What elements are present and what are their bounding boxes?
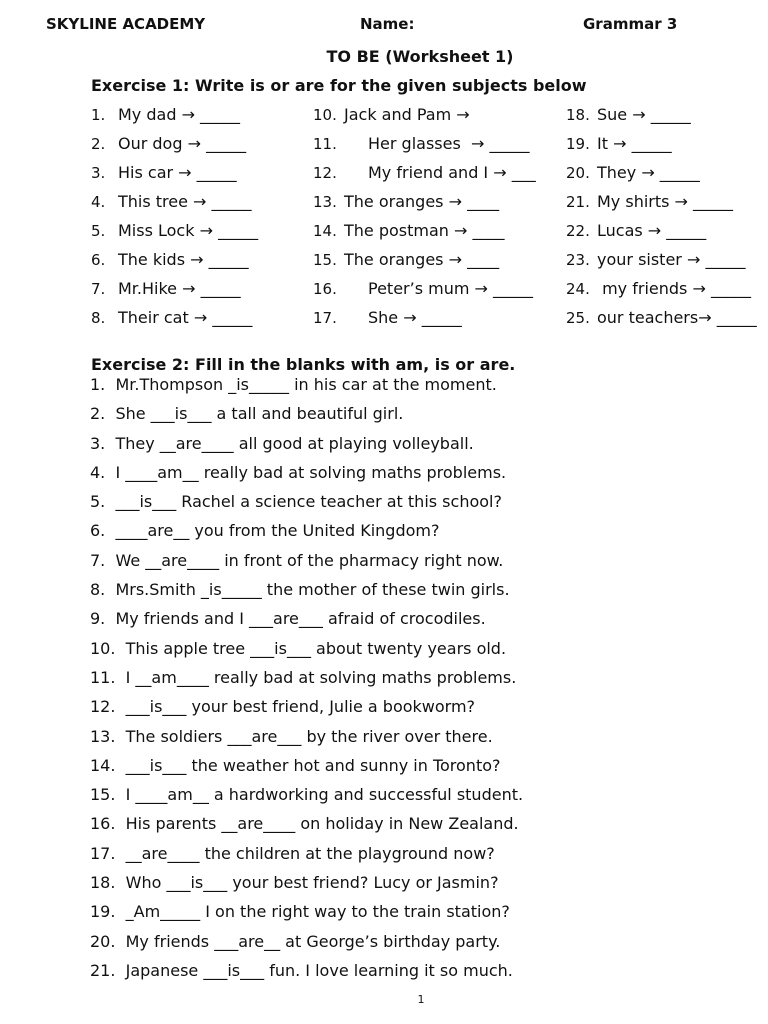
item-text: The oranges → ____ xyxy=(344,192,500,211)
page-number: 1 xyxy=(417,993,425,1006)
exercise-1-column-3 xyxy=(566,104,757,336)
item-number: 8. xyxy=(91,309,106,327)
exercise-2-item: 6. ____are__ you from the United Kingdom? xyxy=(90,521,440,541)
item-number: 15. xyxy=(313,251,337,269)
item-number: 19. xyxy=(566,135,590,153)
exercise-2-item: 3. They __are____ all good at playing volleyball. xyxy=(90,433,474,453)
exercise-2-item: 14. ___is___ the weather hot and sunny in Toronto? xyxy=(90,755,501,775)
item-text: Peter’s mum → _____ xyxy=(368,279,534,298)
exercise-2-item: 21. Japanese ___is___ fun. I love learning it so much. xyxy=(90,960,513,980)
item-number: 24. xyxy=(566,280,590,298)
exercise-1-item xyxy=(313,162,536,191)
item-text: our teachers→ _____ xyxy=(597,308,757,327)
header xyxy=(0,15,768,35)
exercise-1-item xyxy=(313,307,536,336)
item-text: His car → _____ xyxy=(118,163,237,182)
item-text: She → _____ xyxy=(368,308,462,327)
exercise-1-item xyxy=(91,191,258,220)
exercise-2-item: 17. __are____ the children at the playground now? xyxy=(90,843,495,863)
exercise-2-item: 7. We __are____ in front of the pharmacy right now. xyxy=(90,550,504,570)
exercise-1-item xyxy=(566,133,757,162)
item-number: 25. xyxy=(566,309,590,327)
exercise-1-item xyxy=(91,133,258,162)
exercise-1-item xyxy=(566,249,757,278)
name-label: Name: xyxy=(360,15,415,33)
item-text: Her glasses → _____ xyxy=(368,134,530,153)
item-number: 20. xyxy=(566,164,590,182)
exercise-1-item xyxy=(313,249,536,278)
item-text: They → _____ xyxy=(597,163,700,182)
exercise-2-item: 11. I __am____ really bad at solving maths problems. xyxy=(90,667,517,687)
exercise-2-item: 16. His parents __are____ on holiday in New Zealand. xyxy=(90,814,519,834)
item-text: This tree → _____ xyxy=(118,192,252,211)
exercise-2-item: 18. Who ___is___ your best friend? Lucy or Jasmin? xyxy=(90,873,499,893)
exercise-2-item: 19. _Am_____ I on the right way to the train station? xyxy=(90,902,510,922)
item-text: The oranges → ____ xyxy=(344,250,500,269)
exercise-2-item: 9. My friends and I ___are___ afraid of crocodiles. xyxy=(90,609,486,629)
exercise-2-item: 10. This apple tree ___is___ about twenty years old. xyxy=(90,638,507,658)
item-number: 2. xyxy=(91,135,106,153)
item-text: The postman → ____ xyxy=(344,221,505,240)
item-text: My friend and I → ___ xyxy=(368,163,536,182)
exercise-1-item xyxy=(566,278,757,307)
item-number: 17. xyxy=(313,309,337,327)
exercise-1-item xyxy=(91,307,258,336)
item-number: 3. xyxy=(91,164,106,182)
item-text: Miss Lock → _____ xyxy=(118,221,259,240)
exercise-1-item xyxy=(566,191,757,220)
exercise-1-item xyxy=(566,307,757,336)
item-number: 12. xyxy=(313,164,337,182)
item-text: my friends → _____ xyxy=(597,279,751,298)
item-number: 6. xyxy=(91,251,106,269)
exercise-1-item xyxy=(313,191,536,220)
exercise-2-item: 4. I ____am__ really bad at solving maths problems. xyxy=(90,462,507,482)
exercise-2-item: 13. The soldiers ___are___ by the river over there. xyxy=(90,726,493,746)
item-number: 18. xyxy=(566,106,590,124)
item-text: My dad → _____ xyxy=(118,105,241,124)
item-text: The kids → _____ xyxy=(118,250,249,269)
item-text: Jack and Pam → xyxy=(344,105,470,124)
item-number: 7. xyxy=(91,280,106,298)
item-number: 13. xyxy=(313,193,337,211)
item-text: Lucas → _____ xyxy=(597,221,707,240)
exercise-1-item xyxy=(313,104,536,133)
exercise-2-item: 2. She ___is___ a tall and beautiful girl. xyxy=(90,404,404,424)
item-number: 4. xyxy=(91,193,106,211)
exercise-2-item: 5. ___is___ Rachel a science teacher at this school? xyxy=(90,492,502,512)
item-text: Sue → _____ xyxy=(597,105,691,124)
item-number: 21. xyxy=(566,193,590,211)
item-text: It → _____ xyxy=(597,134,672,153)
exercise-1-heading: Exercise 1: Write is or are for the given subjects below xyxy=(91,76,587,95)
item-number: 5. xyxy=(91,222,106,240)
exercise-2-item: 1. Mr.Thompson _is_____ in his car at the moment. xyxy=(90,375,497,394)
exercise-1-item xyxy=(566,220,757,249)
exercise-2-item: 12. ___is___ your best friend, Julie a bookworm? xyxy=(90,697,476,717)
grade-label: Grammar 3 xyxy=(583,15,678,33)
item-text: Their cat → _____ xyxy=(118,308,253,327)
school-name: SKYLINE ACADEMY xyxy=(46,15,206,33)
worksheet-title: TO BE (Worksheet 1) xyxy=(326,47,514,66)
exercise-1-item xyxy=(566,104,757,133)
exercise-2-list xyxy=(90,374,523,989)
exercise-2-item: 20. My friends ___are__ at George’s birthday party. xyxy=(90,931,501,951)
exercise-1-item xyxy=(313,278,536,307)
item-text: My shirts → _____ xyxy=(597,192,734,211)
item-number: 14. xyxy=(313,222,337,240)
item-number: 10. xyxy=(313,106,337,124)
exercise-1-column-1 xyxy=(91,104,258,336)
item-number: 11. xyxy=(313,135,337,153)
exercise-1-column-2 xyxy=(313,104,536,336)
item-text: Mr.Hike → _____ xyxy=(118,279,241,298)
exercise-1-item xyxy=(91,220,258,249)
exercise-2-heading: Exercise 2: Fill in the blanks with am, is or are. xyxy=(91,355,516,374)
exercise-1-item xyxy=(313,133,536,162)
exercise-1-item xyxy=(91,162,258,191)
exercise-2-item: 8. Mrs.Smith _is_____ the mother of these twin girls. xyxy=(90,580,510,600)
exercise-1-item xyxy=(91,249,258,278)
item-number: 23. xyxy=(566,251,590,269)
item-number: 22. xyxy=(566,222,590,240)
item-text: Our dog → _____ xyxy=(118,134,247,153)
exercise-1-item xyxy=(91,278,258,307)
item-number: 1. xyxy=(91,106,106,124)
exercise-1-item xyxy=(566,162,757,191)
item-text: your sister → _____ xyxy=(597,250,746,269)
exercise-2-item: 15. I ____am__ a hardworking and successful student. xyxy=(90,785,524,805)
exercise-1-item xyxy=(91,104,258,133)
item-number: 16. xyxy=(313,280,337,298)
exercise-1-item xyxy=(313,220,536,249)
